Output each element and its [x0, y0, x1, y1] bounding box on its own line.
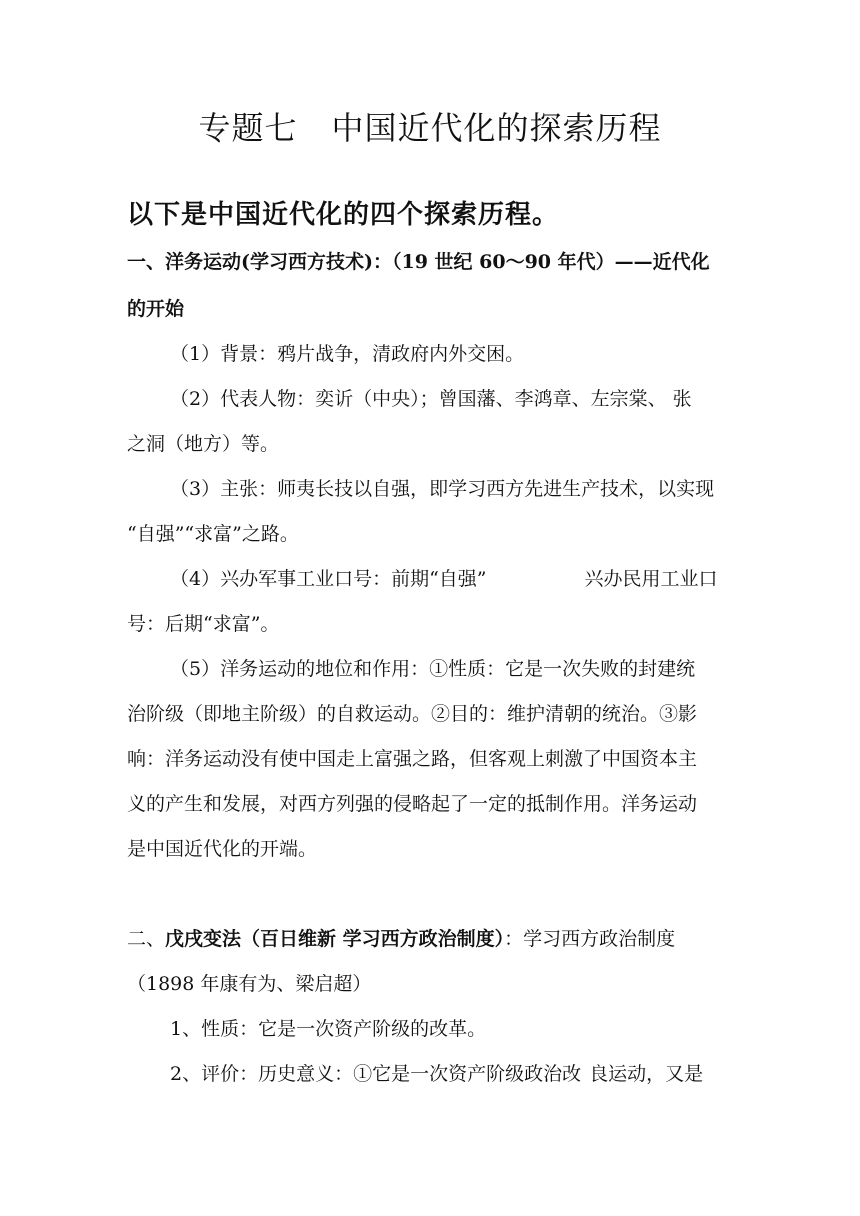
section2-eval-part1: 2、评价：历史意义：①它是一次资产阶级政治改 [170, 1063, 582, 1085]
section1-background: （1）背景：鸦片战争，清政府内外交困。 [170, 343, 525, 365]
section1-slogan-line1 [170, 567, 733, 591]
section1-heading-line2: 的开始 [127, 298, 185, 320]
section2-eval-line1 [170, 1062, 733, 1086]
section1-role-line5: 是中国近代化的开端。 [127, 838, 318, 860]
section2-title: 戊戌变法（百日维新 学习西方政治制度） [165, 928, 505, 950]
section1-slogan-line2: 号：后期“求富”。 [127, 613, 280, 635]
title-topic-number: 专题七 [198, 109, 298, 147]
section2-heading-line2: （1898 年康有为、梁启超） [127, 973, 372, 995]
section1-idea-line1: （3）主张：师夷长技以自强，即学习西方先进生产技术，以实现 [170, 478, 715, 500]
section2-heading-line1 [127, 927, 733, 951]
section1-idea-line2: “自强”“求富”之路。 [127, 523, 299, 545]
page-title [0, 108, 860, 148]
section1-heading-line1: 一、洋务运动(学习西方技术)：（19 世纪 60～90 年代）——近代化 [127, 251, 710, 273]
section1-people-line2: 之洞（地方）等。 [127, 433, 280, 455]
military-slogan: （4）兴办军事工业口号：前期“自强” [170, 568, 487, 590]
section1-role-line2: 治阶级（即地主阶级）的自救运动。②目的：维护清朝的统治。③影 [127, 703, 698, 725]
section1-role-line3: 响：洋务运动没有使中国走上富强之路，但客观上刺激了中国资本主 [127, 748, 698, 770]
section2-eval-part2: 良运动，又是 [589, 1063, 704, 1085]
title-topic-name: 中国近代化的探索历程 [331, 109, 662, 147]
section1-role-line4: 义的产生和发展，对西方列强的侵略起了一定的抵制作用。洋务运动 [127, 793, 698, 815]
section1-people-line1: （2）代表人物：奕䜣（中央）；曾国藩、李鸿章、左宗棠、 张 [170, 388, 692, 410]
civil-slogan: 兴办民用工业口 [584, 568, 718, 590]
section2-subtitle: ：学习西方政治制度 [504, 928, 676, 950]
intro-heading: 以下是中国近代化的四个探索历程。 [127, 200, 560, 230]
section1-role-line1: （5）洋务运动的地位和作用：①性质：它是一次失败的封建统 [170, 658, 696, 680]
section2-number: 二、 [127, 928, 166, 950]
section2-nature: 1、性质：它是一次资产阶级的改革。 [170, 1018, 487, 1040]
